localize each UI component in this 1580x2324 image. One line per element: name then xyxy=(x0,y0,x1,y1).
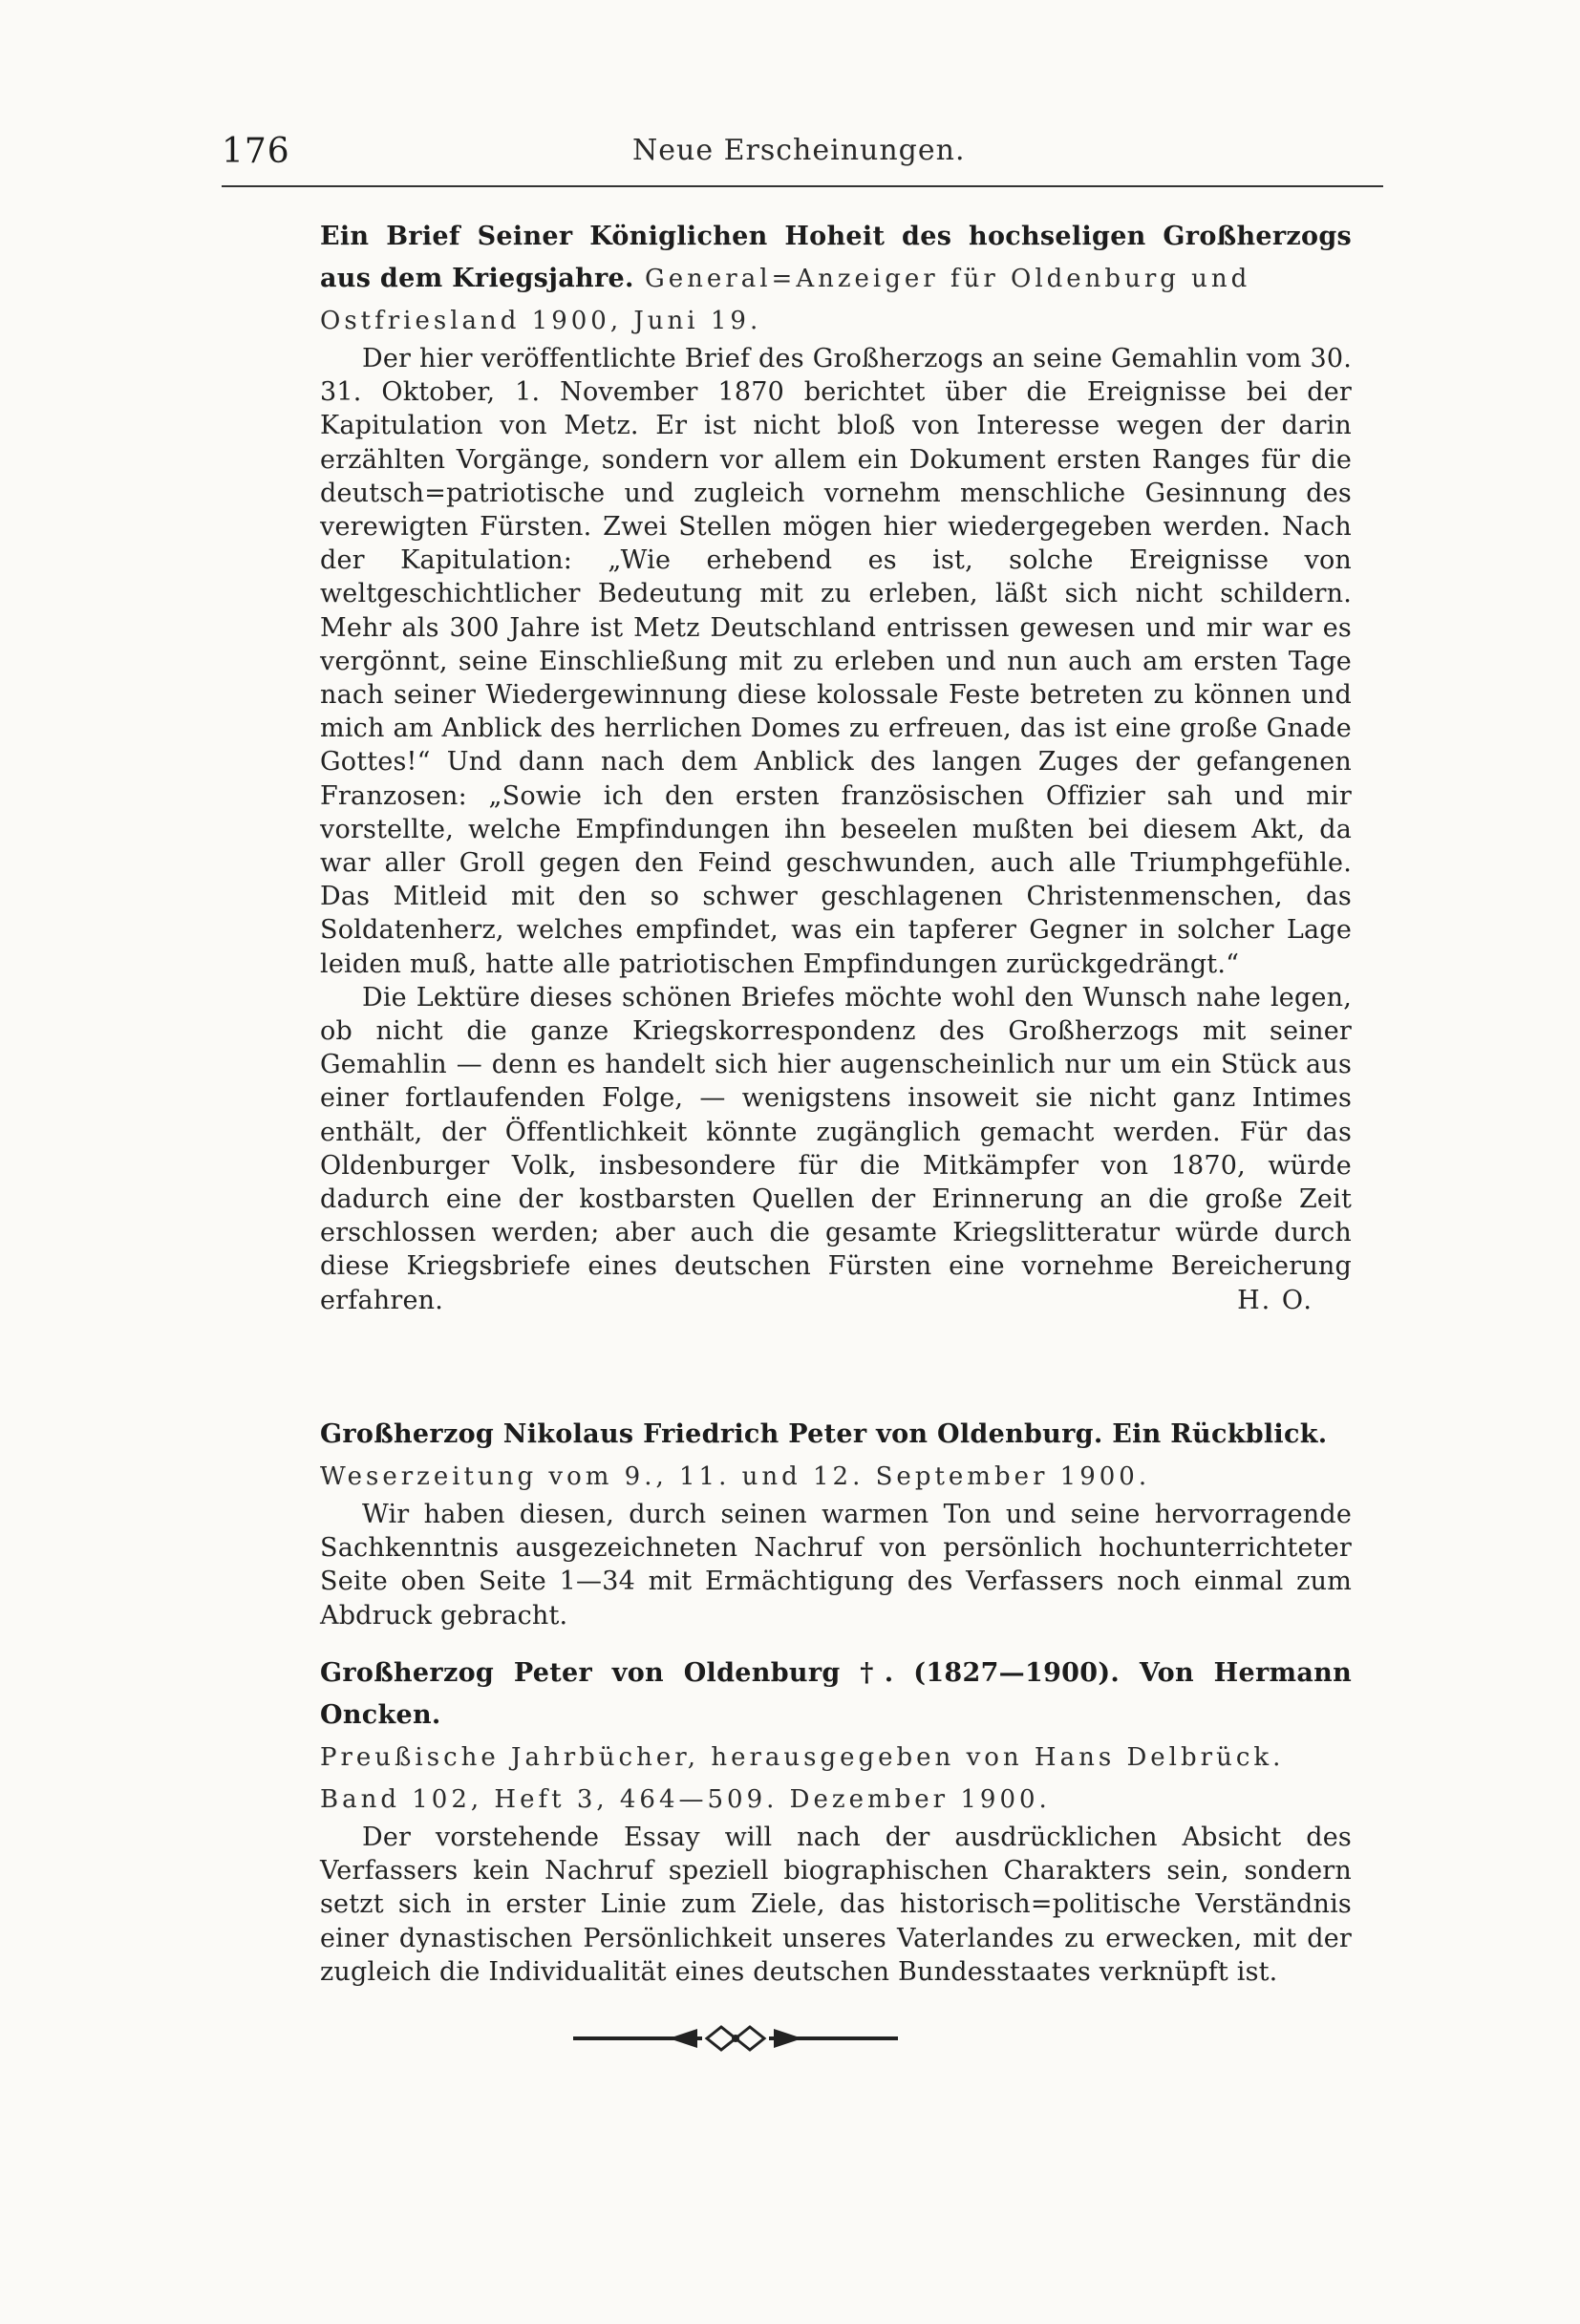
entry-2 xyxy=(320,1414,1352,1632)
entry-source: Weserzeitung vom 9., 11. und 12. September 1900. xyxy=(320,1462,1151,1491)
entry-heading: Großherzog Nikolaus Friedrich Peter von Oldenburg. Ein Rückblick. xyxy=(320,1419,1328,1449)
entry-3 xyxy=(320,1652,1352,1989)
entry-heading: Ein Brief Seiner Königlichen Hoheit des hochseligen Großherzogs aus dem Kriegsjahre. xyxy=(320,222,1352,293)
entry-heading: Großherzog Peter von Oldenburg †. (1827—1900). Von Hermann Oncken. xyxy=(320,1658,1352,1730)
running-head xyxy=(222,132,1383,181)
ornament-divider xyxy=(564,2019,907,2057)
entry-paragraph: Der vorstehende Essay will nach der ausdrücklichen Absicht des Verfassers kein Nachruf speziell biographischen Charakters sein, sondern setzt sich in erster Linie zum Ziele, das historisch=politische Verständnis einer dynastischen Persönlichkeit unseres Vaterlandes zu erwecken, mit der zugleich die Individualität eines deutschen Bundesstaates verknüpft ist. xyxy=(320,1823,1352,1987)
entry-paragraph: Wir haben diesen, durch seinen warmen Ton und seine hervorragende Sachkenntnis ausgezeichneten Nachruf von persönlich hochunterrichteter Seite oben Seite 1—34 mit Ermächtigung des Verfassers noch einmal zum Abdruck gebracht. xyxy=(320,1500,1352,1631)
page-number: 176 xyxy=(222,132,290,171)
entry-1 xyxy=(320,216,1352,1317)
author-signature: H. O. xyxy=(1237,1285,1313,1315)
entry-source: General=Anzeiger für Oldenburg und Ostfriesland 1900, Juni 19. xyxy=(320,265,1251,335)
entry-source: Preußische Jahrbücher, herausgegeben von Hans Delbrück. Band 102, Heft 3, 464—509. Dezember 1900. xyxy=(320,1743,1285,1814)
entry-paragraph: Der hier veröffentlichte Brief des Großherzogs an seine Gemahlin vom 30. 31. Oktober, 1. November 1870 berichtet über die Ereignisse bei der Kapitulation von Metz. Er ist nicht bloß von Interesse wegen der darin erzählten Vorgänge, sondern vor allem ein Dokument ersten Ranges für die deutsch=patriotische und zugleich vornehm menschliche Gesinnung des verewigten Fürsten. Zwei Stellen mögen hier wiedergegeben werden. Nach der Kapitulation: „Wie erhebend es ist, solche Ereignisse von weltgeschichtlicher Bedeutung mit zu erleben, läßt sich nicht schildern. Mehr als 300 Jahre ist Metz Deutschland entrissen gewesen und mir war es vergönnt, seine Einschließung mit zu erleben und nun auch am ersten Tage nach seiner Wiedergewinnung diese kolossale Feste betreten zu können und mich am Anblick des herrlichen Domes zu erfreuen, das ist eine große Gnade Gottes!“ Und dann nach dem Anblick des langen Zuges der gefangenen Franzosen: „Sowie ich den ersten französischen Offizier sah und mir vorstellte, welche Empfindungen ihn beseelen mußten bei diesem Akt, da war aller Groll gegen den Feind geschwunden, auch alle Triumphgefühle. Das Mitleid mit den so schwer geschlagenen Christenmenschen, das Soldatenherz, welches empfindet, was ein tapferer Gegner in solcher Lage leiden muß, hatte alle patriotischen Empfindungen zurückgedrängt.“ xyxy=(320,344,1352,979)
header-rule xyxy=(222,185,1383,187)
paragraph-text: Die Lektüre dieses schönen Briefes möchte wohl den Wunsch nahe legen, ob nicht die ganze Kriegskorrespondenz des Großherzogs mit seiner Gemahlin — denn es handelt sich hier augenscheinlich nur um ein Stück aus einer fortlaufenden Folge, — wenigstens insoweit sie nicht ganz Intimes enthält, der Öffentlichkeit könnte zugänglich gemacht werden. Für das Oldenburger Volk, insbesondere für die Mitkämpfer von 1870, würde dadurch eine der kostbarsten Quellen der Erinnerung an die große Zeit erschlossen werden; aber auch die gesamte Kriegslitteratur würde durch diese Kriegsbriefe eines deutschen Fürsten eine vornehme Bereicherung erfahren. xyxy=(320,982,1352,1315)
running-title: Neue Erscheinungen. xyxy=(632,134,966,167)
entry-paragraph xyxy=(320,981,1352,1317)
